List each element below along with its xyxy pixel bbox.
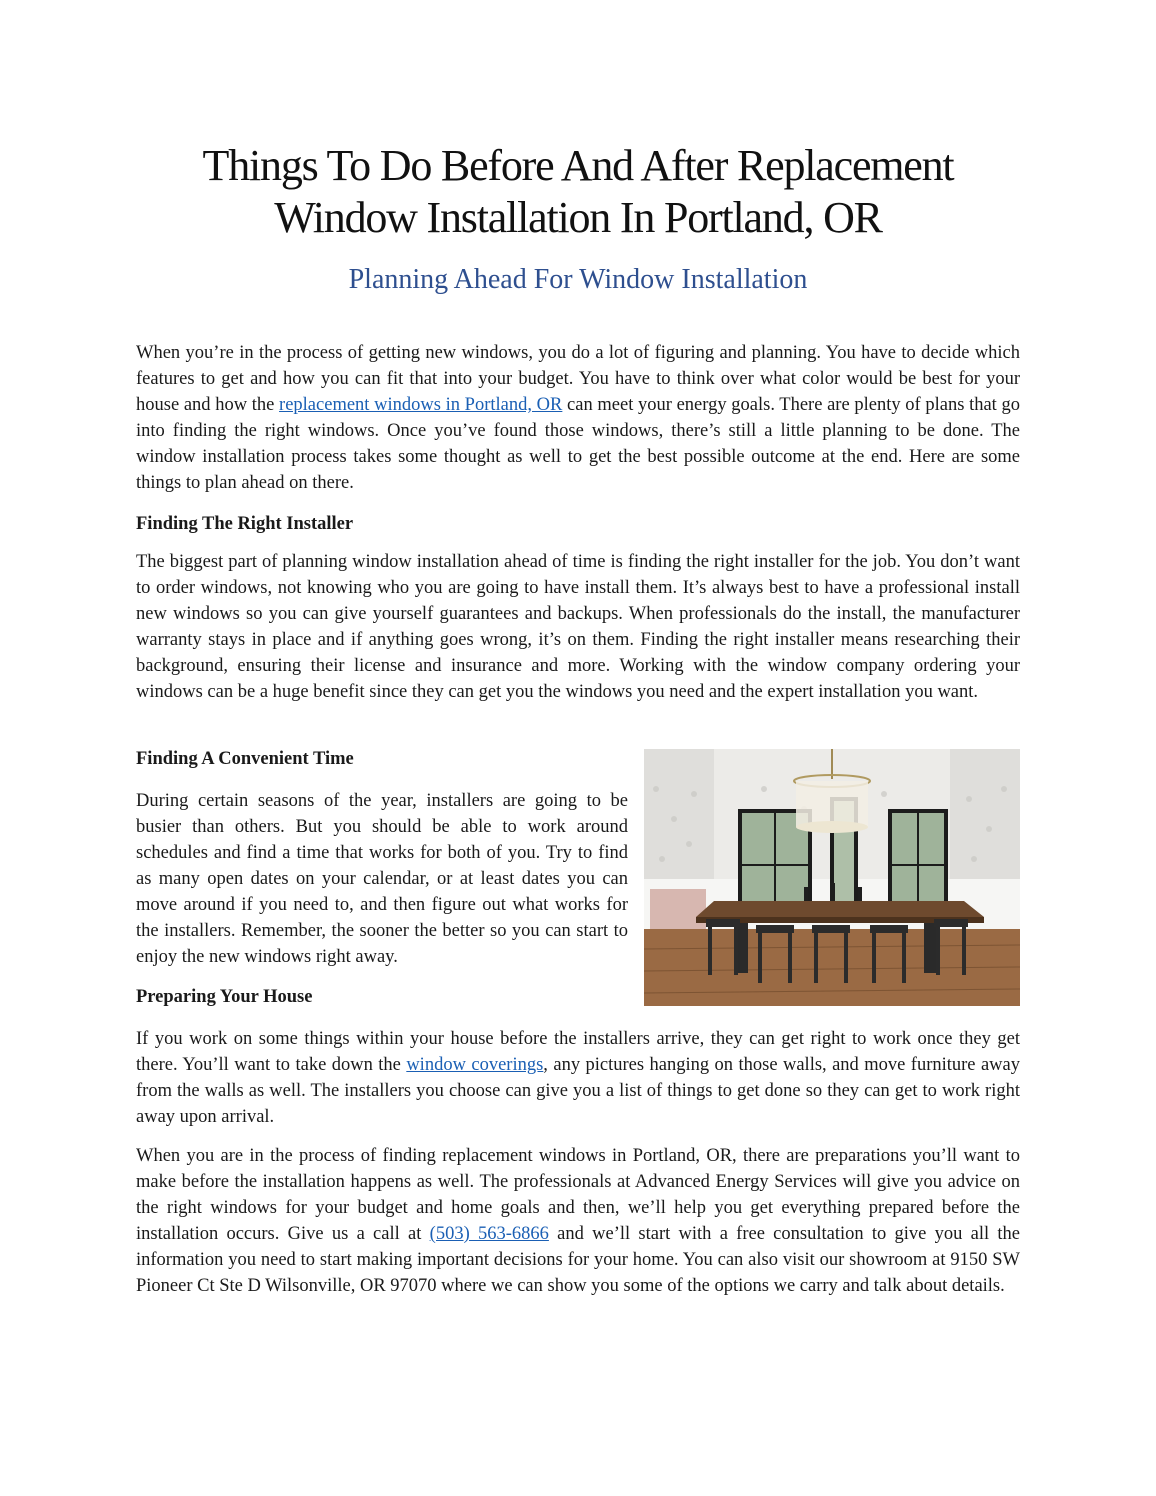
- convenient-time-paragraph: During certain seasons of the year, installers are going to be busier than others. But you should be able to work around schedules and find a time that works for both of you. Try to find as many open dates on your calendar, or at least dates you can move around if you need to, and then figure out what works for the installers. Remember, the sooner the better so you can start to enjoy the new windows right away.: [136, 791, 628, 967]
- intro-paragraph: [136, 340, 1020, 496]
- document-subtitle: Planning Ahead For Window Installation: [348, 264, 808, 295]
- closing-paragraph: [136, 1143, 1020, 1299]
- window-coverings-link[interactable]: window coverings: [406, 1055, 544, 1075]
- closing-text-start: When you are in the process of finding replacement windows in Portland, OR, there are preparations you’ll want to make before the installation happens as well. The professionals at Advanced Energy Services will give you advice on the right windows for your budget and home goals and then, we’ll help you get everything prepared before the installation occurs. Give us a call at: [136, 1146, 1020, 1244]
- replacement-windows-link[interactable]: replacement windows in Portland, OR: [279, 395, 563, 415]
- intro-text-start: When you’re in the process of getting new windows, you do a lot of figuring and planning. You have to decide which features to get and how you can fit that into your budget. You have to think over what color would be best for your house and how the: [136, 343, 1020, 415]
- preparing-house-paragraph: [136, 1026, 1020, 1130]
- right-installer-paragraph: The biggest part of planning window installation ahead of time is finding the right installer for the job. You don’t want to order windows, not knowing who you are going to have install them. It’s always best to have a professional install new windows so you can give yourself guarantees and backups. When professionals do the install, the manufacturer warranty stays in place and if anything goes wrong, it’s on them. Finding the right installer means researching their background, ensuring their license and insurance and more. Working with the window company ordering your windows can be a huge benefit since they can get you the windows you need and the expert installation you want.: [136, 552, 1020, 702]
- heading-preparing-house: Preparing Your House: [136, 987, 313, 1007]
- title-line-1: Things To Do Before And After Replacement: [202, 141, 954, 190]
- intro-text-end: can meet your energy goals. There are plenty of plans that go into finding the right windows. Once you’ve found those windows, there’s still a little planning to be done. The window installation process takes some thought as well to get the best possible outcome at the end. Here are some things to plan ahead on there.: [136, 395, 1020, 493]
- heading-right-installer: Finding The Right Installer: [136, 514, 354, 534]
- dining-room-illustration: [644, 749, 1020, 1006]
- preparing-text-end: , any pictures hanging on those walls, and move furniture away from the walls as well. The installers you choose can give you a list of things to get done so they can get to work right away upon arrival.: [136, 1055, 1020, 1127]
- preparing-text-start: If you work on some things within your house before the installers arrive, they can get right to work once they get there. You’ll want to take down the: [136, 1029, 1020, 1075]
- document-title: [100, 140, 1056, 244]
- dining-room-photo: [644, 749, 1020, 1006]
- phone-number-link[interactable]: (503) 563-6866: [429, 1224, 549, 1244]
- closing-text-end: and we’ll start with a free consultation to give you all the information you need to start making important decisions for your home. You can also visit our showroom at 9150 SW Pioneer Ct Ste D Wilsonville, OR 97070 where we can show you some of the options we carry and talk about details.: [136, 1224, 1021, 1296]
- heading-convenient-time: Finding A Convenient Time: [136, 749, 354, 769]
- title-line-2: Window Installation In Portland, OR: [274, 193, 882, 242]
